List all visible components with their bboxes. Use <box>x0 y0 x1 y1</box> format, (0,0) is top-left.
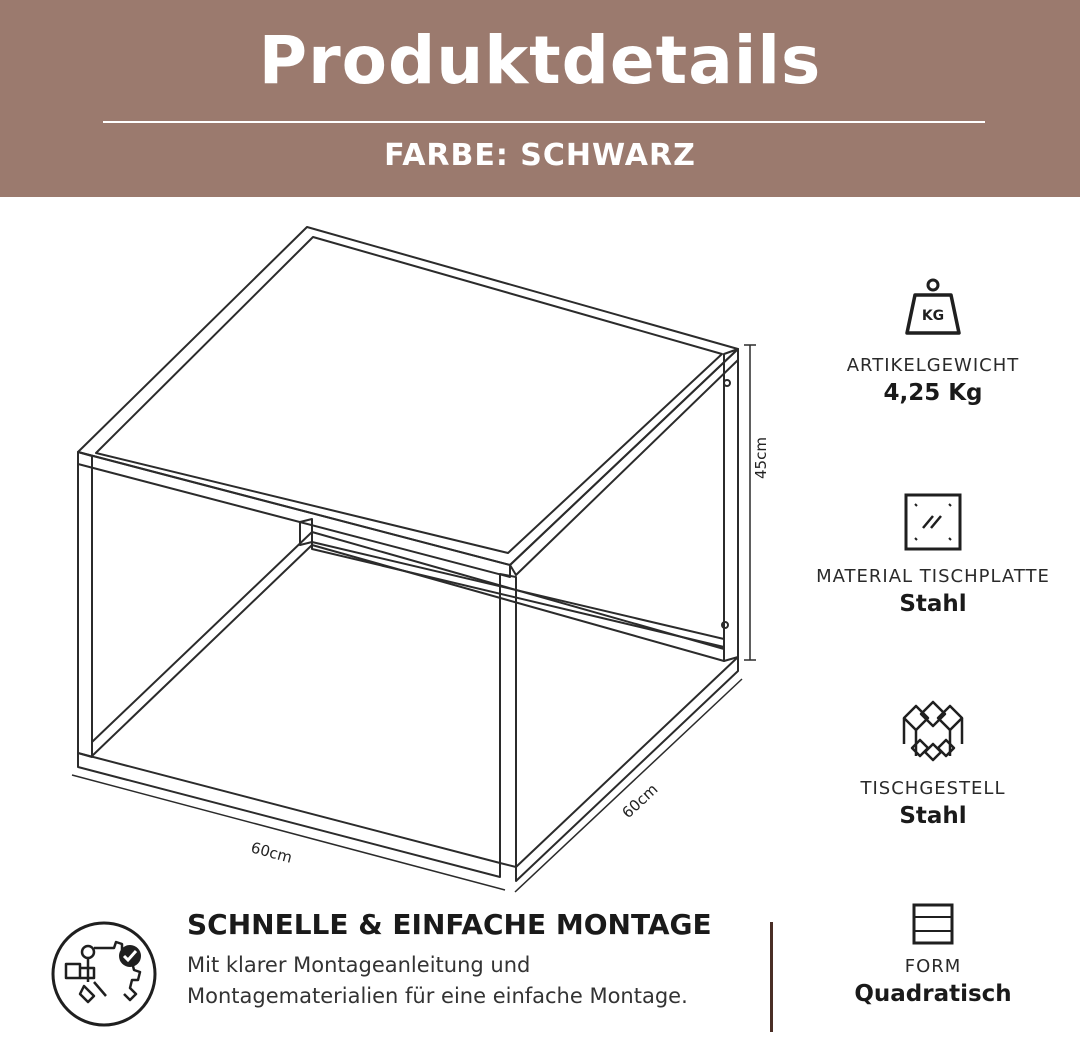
dim-depth-line <box>515 679 742 892</box>
shape-value: Quadratisch <box>854 981 1012 1007</box>
frame-label: TISCHGESTELL <box>860 778 1006 799</box>
page-title: Produktdetails <box>258 22 822 99</box>
bottom-left-rail <box>92 532 312 756</box>
leg-front-center <box>500 574 516 867</box>
weight-value: 4,25 Kg <box>883 380 983 406</box>
frame-icon <box>900 700 966 764</box>
tabletop-icon <box>903 492 963 552</box>
spec-weight <box>800 277 1066 406</box>
table-drawing <box>0 197 800 907</box>
tabletop-material-label: MATERIAL TISCHPLATTE <box>816 566 1050 587</box>
tabletop-inner <box>96 237 722 553</box>
spec-tabletop <box>800 492 1066 617</box>
svg-text:KG: KG <box>921 308 945 324</box>
leg-front-left <box>78 452 92 757</box>
montage-title: SCHNELLE & EINFACHE MONTAGE <box>187 908 712 941</box>
assembly-tools-icon <box>50 920 158 1028</box>
spec-frame <box>800 700 1066 829</box>
weight-label: ARTIKELGEWICHT <box>846 355 1020 376</box>
back-rail <box>312 532 724 661</box>
dim-depth-label: 60cm <box>618 780 662 822</box>
frame-value: Stahl <box>899 803 967 829</box>
table-diagram <box>0 197 800 907</box>
montage-description: Mit klarer Montageanleitung und Montagematerialien für eine einfache Montage. <box>187 953 688 1008</box>
tabletop-outline <box>78 227 738 565</box>
bottom-right-rail <box>516 657 738 881</box>
front-top-rail <box>78 452 510 577</box>
dim-width-line <box>72 775 505 890</box>
header-banner <box>0 0 1080 197</box>
tabletop-material-value: Stahl <box>899 591 967 617</box>
dim-height-label: 45cm <box>752 437 770 479</box>
dim-width-label: 60cm <box>248 838 295 867</box>
vertical-divider <box>770 922 773 1032</box>
spec-shape <box>800 902 1066 1007</box>
screw-top <box>724 380 730 386</box>
color-subtitle: FARBE: SCHWARZ <box>384 138 696 173</box>
square-shape-icon <box>911 902 955 946</box>
weight-kg-icon <box>901 277 965 341</box>
leg-back-right <box>724 349 738 661</box>
shape-label: FORM <box>904 956 962 977</box>
header-divider <box>103 121 985 123</box>
right-top-rail <box>510 349 738 575</box>
